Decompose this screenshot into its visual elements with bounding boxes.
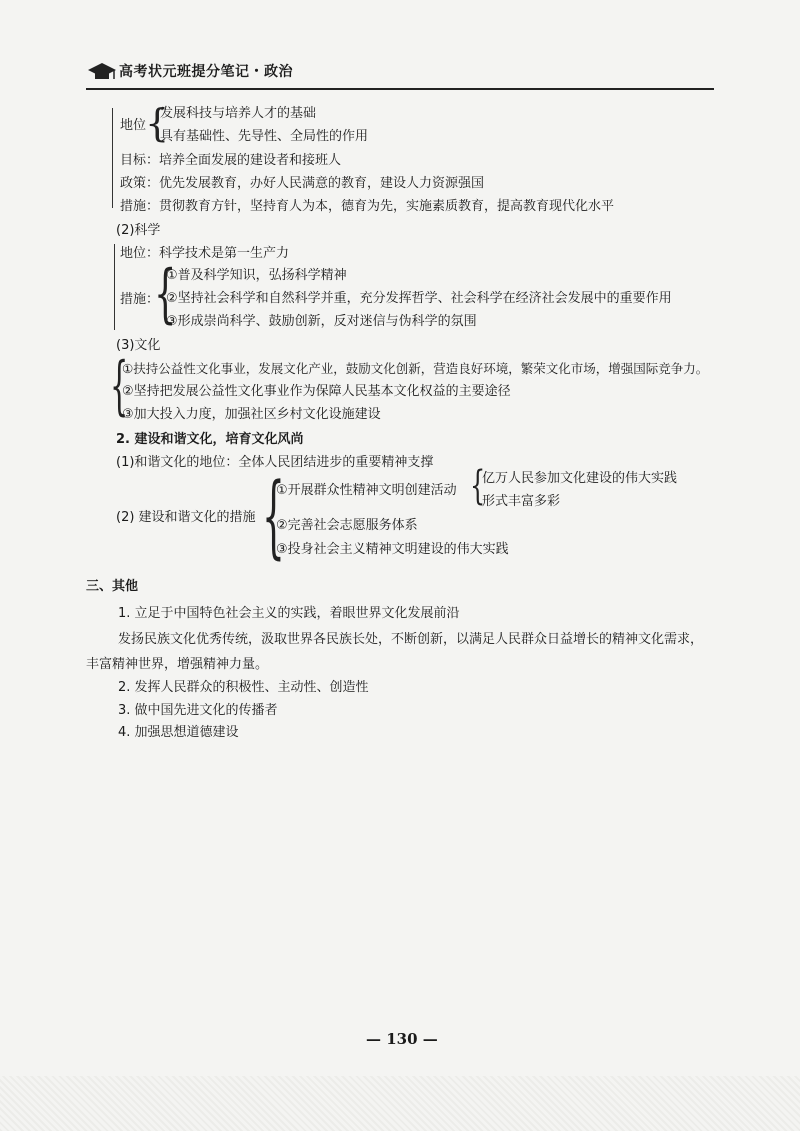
culture-item-2: ②坚持把发展公益性文化事业作为保障人民基本文化权益的主要途径: [122, 384, 511, 399]
harmony-measure-brace: {: [262, 464, 285, 569]
other-point-2: 2. 发挥人民群众的积极性、主动性、创造性: [118, 680, 369, 695]
science-measure-brace: {: [154, 257, 177, 331]
science-status: 地位：科学技术是第一生产力: [120, 246, 290, 261]
edu-measure: 措施：贯彻教育方针，坚持育人为本，德育为先，实施素质教育，提高教育现代化水平: [120, 199, 615, 214]
header-title: 高考状元班提分笔记・政治: [119, 64, 293, 80]
harmony-sub-brace: {: [470, 463, 486, 509]
edu-status-item-2: 具有基础性、先导性、全局性的作用: [160, 129, 369, 144]
other-point-4: 4. 加强思想道德建设: [118, 725, 239, 740]
edu-status-label: 地位: [120, 118, 147, 133]
harmony-measure-2: ②完善社会志愿服务体系: [276, 518, 418, 533]
other-point-1: 1. 立足于中国特色社会主义的实践，着眼世界文化发展前沿: [118, 606, 460, 621]
mortarboard-icon: [86, 60, 118, 84]
harmony-measure-label: (2) 建设和谐文化的措施: [116, 510, 256, 525]
edu-bracket-line: [112, 108, 113, 208]
header-rule: [86, 88, 714, 90]
scan-noise: [0, 1076, 800, 1131]
page-number: — 130 —: [366, 1030, 438, 1048]
science-measure-3: ③形成崇尚科学、鼓励创新，反对迷信与伪科学的氛围: [166, 314, 477, 329]
harmony-title: 2. 建设和谐文化，培育文化风尚: [116, 432, 304, 447]
harmony-measure-1: ①开展群众性精神文明创建活动: [276, 483, 457, 498]
culture-title: (3)文化: [116, 338, 161, 353]
science-title: (2)科学: [116, 223, 161, 238]
other-title: 三、其他: [86, 579, 139, 594]
edu-policy: 政策：优先发展教育，办好人民满意的教育，建设人力资源强国: [120, 176, 485, 191]
science-measure-1: ①普及科学知识，弘扬科学精神: [166, 268, 347, 283]
science-measure-label: 措施：: [120, 292, 160, 307]
other-point-3: 3. 做中国先进文化的传播者: [118, 703, 278, 718]
culture-item-1: ①扶持公益性文化事业，发展文化产业，鼓励文化创新，营造良好环境，繁荣文化市场，增强国际竞争力。: [122, 361, 709, 376]
harmony-status: (1)和谐文化的地位：全体人民团结进步的重要精神支撑: [116, 455, 434, 470]
harmony-sub-1: 亿万人民参加文化建设的伟大实践: [482, 471, 678, 486]
edu-status-item-1: 发展科技与培养人才的基础: [160, 106, 317, 121]
culture-brace: {: [110, 349, 129, 423]
harmony-sub-2: 形式丰富多彩: [482, 494, 561, 509]
culture-item-3: ③加大投入力度，加强社区乡村文化设施建设: [122, 407, 381, 422]
other-point-1-body: 发扬民族文化优秀传统，汲取世界各民族长处，不断创新，以满足人民群众日益增长的精神文化需求，丰富精神世界，增强精神力量。: [86, 632, 704, 672]
science-measure-2: ②坚持社会科学和自然科学并重，充分发挥哲学、社会科学在经济社会发展中的重要作用: [166, 291, 672, 306]
edu-status-brace: {: [145, 101, 170, 145]
science-bracket-line: [114, 244, 115, 330]
edu-goal: 目标：培养全面发展的建设者和接班人: [120, 153, 342, 168]
harmony-measure-3: ③投身社会主义精神文明建设的伟大实践: [276, 542, 509, 557]
